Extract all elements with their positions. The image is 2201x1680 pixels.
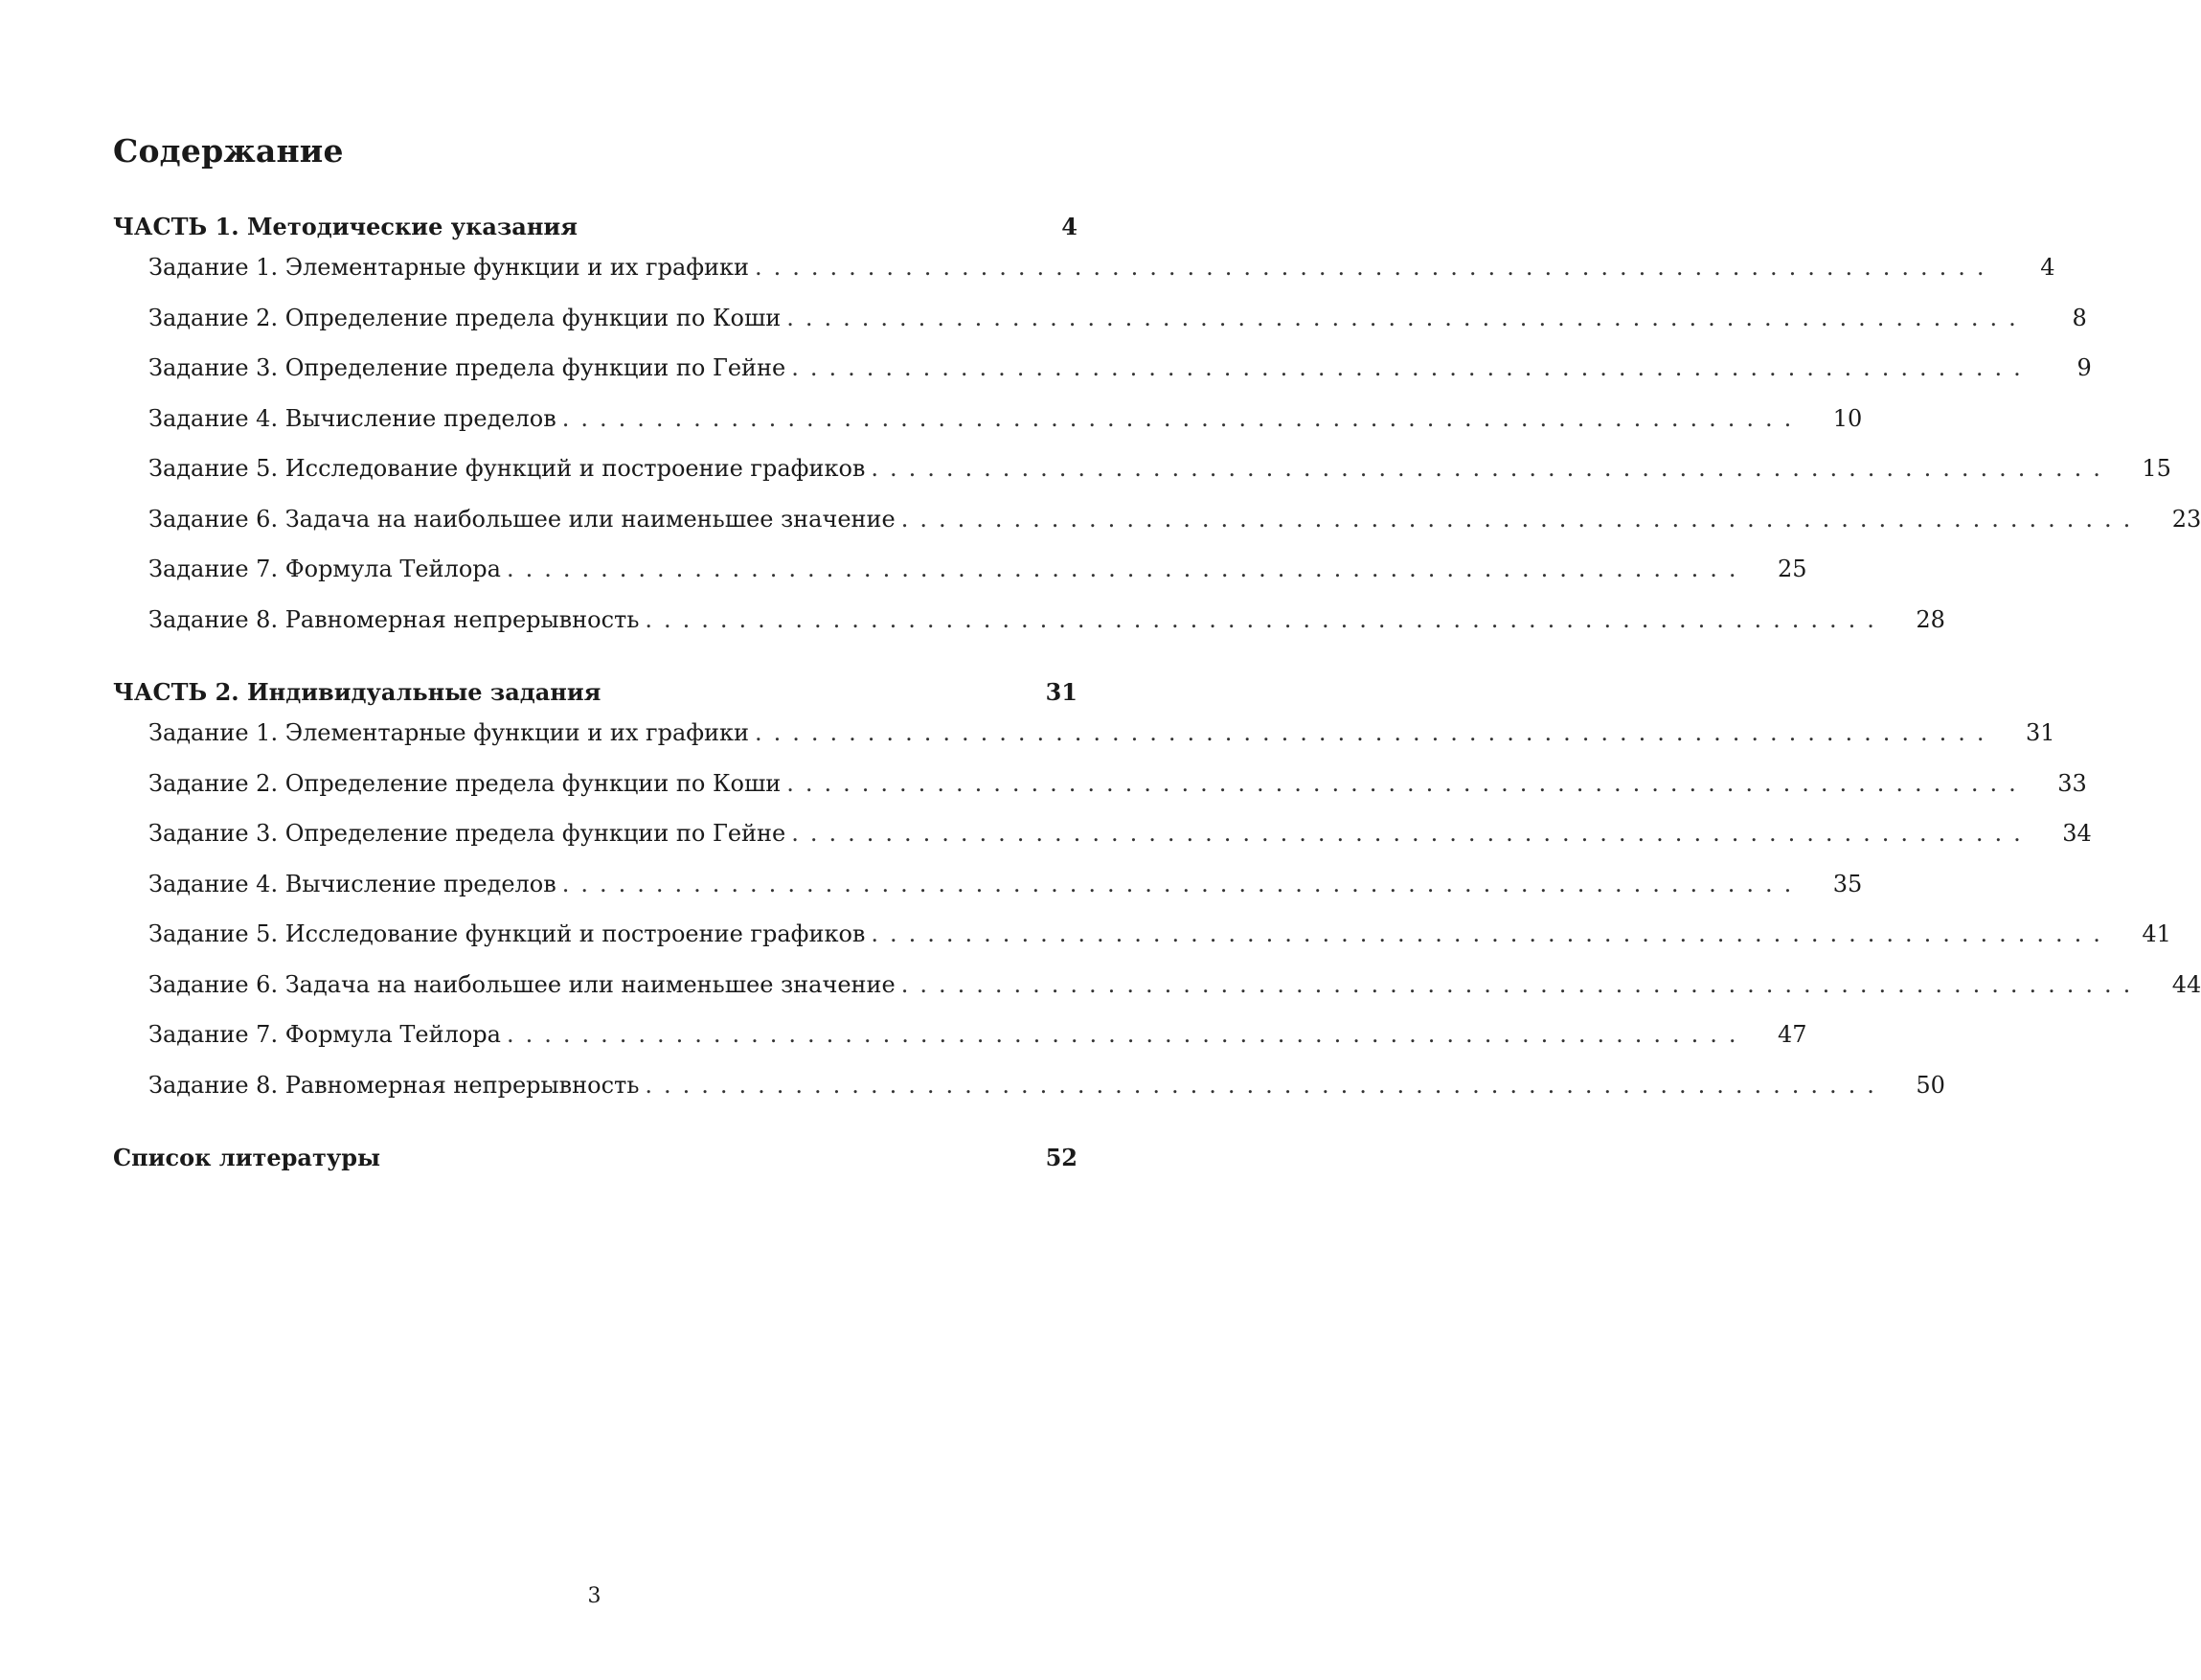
toc-entry[interactable] bbox=[113, 454, 2171, 505]
page-title: Содержание bbox=[113, 132, 344, 170]
toc-entry-title: Задание 6. Задача на наибольшее или наименьшее значение bbox=[148, 970, 896, 998]
toc-entry-title: Задание 4. Вычисление пределов bbox=[148, 404, 556, 432]
toc-entry-title: Задание 5. Исследование функций и построение графиков bbox=[148, 920, 866, 947]
page-number: 3 bbox=[587, 1584, 601, 1608]
dot-leader: .................................................................. bbox=[791, 820, 2032, 847]
toc-part-2[interactable] bbox=[113, 678, 1078, 711]
dot-leader: .................................................................. bbox=[755, 254, 1996, 281]
dot-leader: .................................................................. bbox=[900, 970, 2143, 998]
dot-leader: .................................................................. bbox=[871, 920, 2112, 947]
toc-entry-title: Задание 6. Задача на наибольшее или наименьшее значение bbox=[148, 505, 896, 533]
toc-entry[interactable] bbox=[113, 919, 2171, 970]
toc-part-page: 31 bbox=[1045, 678, 1078, 706]
toc-entry[interactable] bbox=[113, 404, 1863, 455]
toc-entry-page: 25 bbox=[1777, 556, 1807, 582]
toc-entry-page: 31 bbox=[2026, 719, 2055, 746]
toc-part-1-entries bbox=[113, 253, 2201, 655]
toc-entry-title: Задание 3. Определение предела функции по Гейне bbox=[148, 354, 786, 381]
toc-entry[interactable] bbox=[113, 304, 2087, 354]
toc-entry-page: 44 bbox=[2171, 970, 2201, 998]
toc-entry-title: Задание 2. Определение предела функции по Коши bbox=[148, 769, 782, 797]
toc-entry-page: 10 bbox=[1832, 404, 1863, 432]
toc-entry[interactable] bbox=[113, 1071, 1945, 1122]
dot-leader: .................................................................. bbox=[755, 719, 1996, 746]
toc-entry-title: Задание 7. Формула Тейлора bbox=[148, 556, 501, 582]
toc-entry[interactable] bbox=[113, 555, 1807, 605]
toc-entry-page: 33 bbox=[2057, 769, 2087, 797]
dot-leader: .................................................................. bbox=[561, 870, 1804, 897]
toc-entry-page: 41 bbox=[2142, 920, 2171, 947]
dot-leader: .................................................................. bbox=[506, 556, 1748, 582]
toc-part-title: ЧАСТЬ 2. Индивидуальные задания bbox=[113, 678, 601, 706]
dot-leader: .................................................................. bbox=[561, 404, 1804, 432]
toc-entry[interactable] bbox=[113, 505, 2201, 556]
toc-entry-page: 34 bbox=[2062, 820, 2092, 847]
dot-leader: .................................................................. bbox=[506, 1021, 1748, 1048]
toc-entry[interactable] bbox=[113, 718, 2055, 769]
dot-leader: .................................................................. bbox=[645, 605, 1886, 633]
toc-entry[interactable] bbox=[113, 1020, 1807, 1071]
toc-entry-title: Задание 1. Элементарные функции и их графики bbox=[148, 719, 750, 746]
dot-leader: .................................................................. bbox=[786, 769, 2028, 797]
dot-leader: .................................................................. bbox=[871, 455, 2112, 482]
toc-entry-title: Задание 3. Определение предела функции по Гейне bbox=[148, 820, 786, 847]
toc-entry-page: 28 bbox=[1916, 605, 1945, 633]
toc-entry[interactable] bbox=[113, 253, 2055, 304]
toc-entry-title: Задание 2. Определение предела функции по Коши bbox=[148, 304, 782, 331]
toc-entry[interactable] bbox=[113, 605, 1945, 656]
toc-entry-title: Задание 1. Элементарные функции и их графики bbox=[148, 254, 750, 281]
toc-entry-page: 47 bbox=[1777, 1021, 1807, 1048]
toc-entry[interactable] bbox=[113, 970, 2201, 1021]
toc-entry-title: Задание 8. Равномерная непрерывность bbox=[148, 1071, 640, 1099]
toc-entry-page: 23 bbox=[2171, 505, 2201, 533]
toc-entry[interactable] bbox=[113, 769, 2087, 820]
toc-entry-page: 50 bbox=[1916, 1071, 1945, 1099]
dot-leader: .................................................................. bbox=[645, 1071, 1886, 1099]
toc-part-2-entries bbox=[113, 718, 2201, 1121]
toc-entry-page: 4 bbox=[2040, 254, 2055, 281]
dot-leader: .................................................................. bbox=[791, 354, 2032, 381]
toc-part-page: 52 bbox=[1045, 1144, 1078, 1171]
toc-entry-title: Задание 5. Исследование функций и построение графиков bbox=[148, 455, 866, 482]
toc-entry-page: 15 bbox=[2142, 455, 2171, 482]
toc-part-1[interactable] bbox=[113, 213, 1078, 245]
toc-part-title: ЧАСТЬ 1. Методические указания bbox=[113, 213, 578, 240]
toc-entry-title: Задание 7. Формула Тейлора bbox=[148, 1021, 501, 1048]
toc-entry[interactable] bbox=[113, 870, 1863, 920]
toc-entry-page: 9 bbox=[2076, 354, 2092, 381]
toc-entry-title: Задание 4. Вычисление пределов bbox=[148, 870, 556, 897]
toc-bibliography[interactable] bbox=[113, 1144, 1078, 1176]
toc-entry-page: 8 bbox=[2072, 304, 2087, 331]
toc-part-title: Список литературы bbox=[113, 1144, 381, 1171]
toc-part-page: 4 bbox=[1061, 213, 1078, 240]
dot-leader: .................................................................. bbox=[786, 304, 2028, 331]
table-of-contents bbox=[113, 213, 2201, 1176]
toc-entry[interactable] bbox=[113, 819, 2092, 870]
toc-entry[interactable] bbox=[113, 353, 2092, 404]
toc-entry-title: Задание 8. Равномерная непрерывность bbox=[148, 605, 640, 633]
dot-leader: .................................................................. bbox=[900, 505, 2143, 533]
toc-entry-page: 35 bbox=[1832, 870, 1863, 897]
